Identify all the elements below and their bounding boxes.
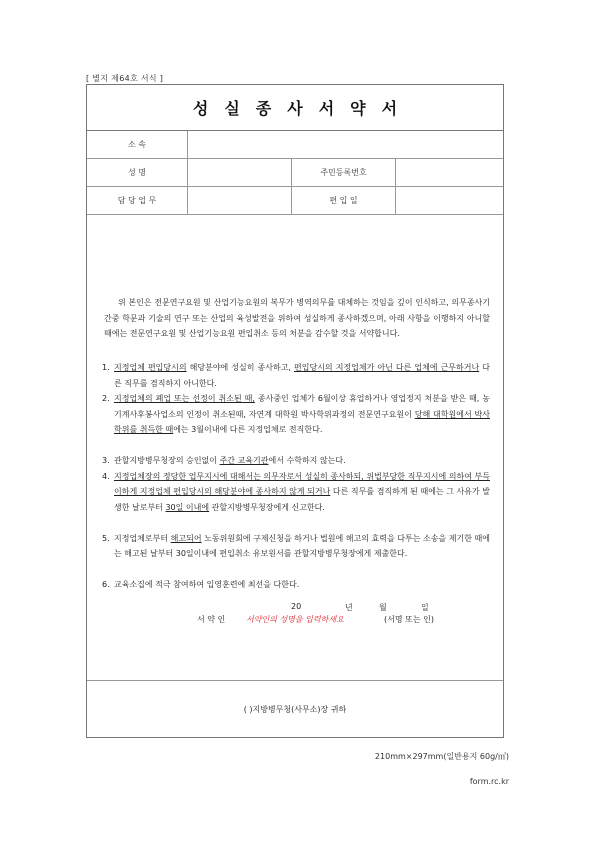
sign-or-seal-note: (서명 또는 인) bbox=[384, 615, 434, 624]
item-number: 1. bbox=[102, 363, 110, 372]
duty-row bbox=[87, 187, 503, 215]
item-number: 6. bbox=[102, 580, 110, 589]
item-text-underlined: 해고되어 bbox=[170, 533, 202, 543]
title-row bbox=[87, 85, 503, 131]
item-number: 4. bbox=[102, 471, 110, 481]
name-row bbox=[87, 159, 503, 187]
paper-spec: 210mm×297mm(일반용지 60g/㎡) bbox=[374, 752, 509, 761]
item-text: 노동위원회에 구제신청을 하거나 법원에 해고의 효력을 다투는 소송을 제기한 때에는 해고된 날부터 30일이내에 편입취소 유보원서를 관할지방병무청장에게 제출한다. bbox=[114, 533, 490, 558]
item-text: 다른 직무를 겸직하지 아니한다. bbox=[114, 363, 490, 388]
name-label: 성 명 bbox=[128, 168, 146, 177]
item-text: 종사중인 업체가 6월이상 휴업하거나 영업정지 처분을 받은 때, 농기계사후봉사업소의 인정이 취소된때, 자연계 대학원 박사학위과정의 전문연구요원이 bbox=[114, 394, 490, 419]
item-text: 에는 3월이내에 다른 지정업체로 전직한다. bbox=[173, 425, 323, 434]
pledge-item-3 bbox=[102, 453, 490, 469]
resident-no-field[interactable] bbox=[396, 159, 504, 186]
info-table bbox=[87, 131, 503, 215]
signer-name-input[interactable]: 서약인의 성명을 입력하세요 bbox=[246, 615, 344, 624]
pledge-items bbox=[102, 360, 490, 593]
item-text-underlined: 당해 대학원에서 박사학위를 취득한 때 bbox=[114, 409, 490, 434]
pledge-form bbox=[86, 84, 504, 738]
affiliation-row bbox=[87, 131, 503, 159]
pledge-item-6 bbox=[102, 577, 490, 593]
item-text: 다른 직무를 겸직하게 된 때에는 그 사유가 발생한 날로부터 bbox=[114, 487, 490, 512]
signer-label: 서 약 인 bbox=[197, 615, 226, 624]
item-text: 관할지방병무청장에게 신고한다. bbox=[209, 502, 325, 512]
site-url: form.rc.kr bbox=[469, 777, 509, 786]
item-text-underlined: 30일 이내에 bbox=[165, 502, 210, 512]
enroll-date-label: 편 입 일 bbox=[329, 196, 358, 205]
intro-text: 위 본인은 전문연구요원 및 산업기능요원의 복무가 병역의무를 대체하는 것임을 깊이 인식하고, 의무종사기간중 학문과 기술의 연구 또는 산업의 육성발전을 위하여 성실하게 종사하겠으며, 아래 사항을 이행하지 아니할 때에는 전문연구요원 및 산업기능요원 편입취소 등의 처분을 감수할 것을 서약합니다. bbox=[104, 298, 490, 338]
pledge-item-4 bbox=[102, 469, 490, 531]
intro-paragraph bbox=[104, 295, 490, 342]
name-field[interactable] bbox=[188, 159, 291, 186]
item-text: 교육소집에 적극 참여하여 입영훈련에 최선을 다한다. bbox=[114, 580, 300, 589]
item-number: 2. bbox=[102, 394, 110, 403]
resident-no-label: 주민등록번호 bbox=[320, 168, 367, 177]
pledge-item-2 bbox=[102, 391, 490, 453]
affiliation-field[interactable] bbox=[188, 131, 504, 158]
pledge-item-1 bbox=[102, 360, 490, 391]
date-year-unit: 년 bbox=[345, 603, 353, 612]
duty-field[interactable] bbox=[188, 187, 291, 214]
item-text: 에서 수학하지 않는다. bbox=[268, 456, 346, 465]
recipient-text: ( )지방병무청(사무소)장 귀하 bbox=[243, 704, 347, 714]
pledge-body bbox=[87, 215, 503, 681]
item-number: 5. bbox=[102, 533, 110, 543]
recipient-area bbox=[87, 681, 503, 737]
duty-label: 담 당 업 무 bbox=[117, 196, 157, 205]
item-text-underlined: 편입당시의 지정업체가 아닌 다른 업체에 근무하거나 bbox=[294, 363, 480, 372]
item-text: 해당분야에 성실히 종사하고, bbox=[186, 363, 295, 372]
item-text-underlined: 지정업체의 폐업 또는 선정이 취소된 때, bbox=[114, 394, 255, 403]
enroll-date-field[interactable] bbox=[396, 187, 504, 214]
item-text: 관할지방병무청장의 승인없이 bbox=[114, 456, 220, 465]
item-number: 3. bbox=[102, 456, 110, 465]
date-month-unit: 월 bbox=[379, 603, 387, 612]
date-year-prefix: 20 bbox=[291, 602, 302, 611]
date-day-unit: 일 bbox=[421, 603, 429, 612]
item-text-underlined: 지정업체 편입당시의 bbox=[114, 363, 187, 372]
affiliation-label: 소 속 bbox=[128, 140, 146, 149]
pledge-item-5 bbox=[102, 531, 490, 578]
item-text-underlined: 주간 교육기관 bbox=[219, 456, 269, 465]
item-text-underlined: 지정업체장의 정당한 업무지시에 대해서는 의무자로서 성실히 종사하되, 위법부당한 직무지시에 의하여 부득이하게 지정업체 편입당시의 해당분야에 종사하지 않게 되거나 bbox=[114, 471, 490, 496]
item-text: 지정업체로부터 bbox=[114, 533, 171, 543]
form-number-label: [ 별지 제64호 서식 ] bbox=[86, 74, 164, 83]
form-title: 성실종사서약서 bbox=[192, 99, 414, 118]
